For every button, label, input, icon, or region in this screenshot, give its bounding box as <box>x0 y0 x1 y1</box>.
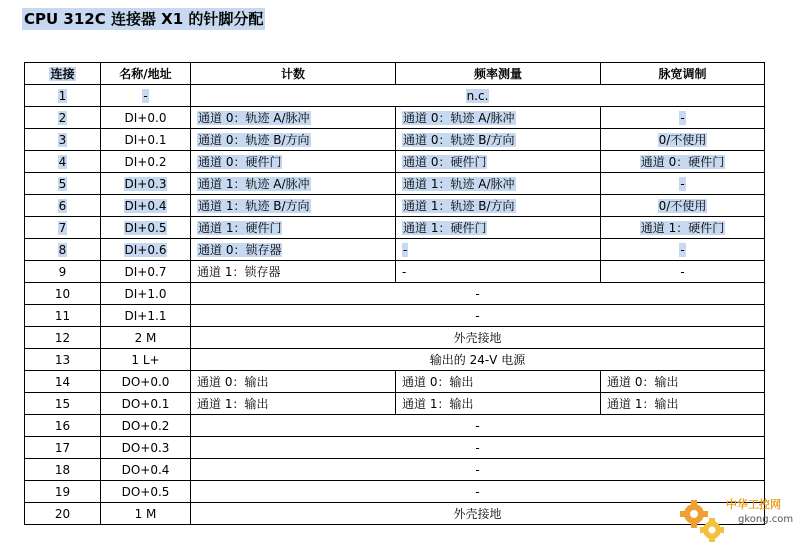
count-cell <box>191 217 396 239</box>
pin-value: 13 <box>54 352 71 367</box>
watermark-url: gkong.com <box>738 514 794 525</box>
freq-cell <box>396 195 601 217</box>
addr-cell <box>101 393 191 415</box>
merged-cell <box>191 283 765 305</box>
table-row <box>25 459 765 481</box>
addr-value: DO+0.2 <box>121 418 170 433</box>
pin-value: 3 <box>58 132 67 147</box>
pin-value: 5 <box>58 176 67 191</box>
pwm-cell <box>601 173 765 195</box>
header-cell <box>101 63 191 85</box>
freq-value: 通道 0：输出 <box>402 374 474 389</box>
addr-value: DO+0.1 <box>121 396 170 411</box>
addr-cell <box>101 195 191 217</box>
pwm-value: - <box>680 176 685 191</box>
pin-cell <box>25 217 101 239</box>
merged-value: 外壳接地 <box>453 506 502 521</box>
table-row <box>25 481 765 503</box>
addr-value: DI+1.0 <box>124 286 167 301</box>
pin-cell <box>25 437 101 459</box>
pin-value: 9 <box>58 264 67 279</box>
watermark-name: 中华工控网 <box>726 498 781 511</box>
table-row <box>25 129 765 151</box>
pwm-cell <box>601 239 765 261</box>
merged-cell <box>191 415 765 437</box>
pin-value: 8 <box>58 242 67 257</box>
freq-value: 通道 0：轨迹 B/方向 <box>403 132 515 147</box>
pin-value: 14 <box>54 374 71 389</box>
pwm-cell <box>601 195 765 217</box>
count-value: 通道 1：锁存器 <box>197 264 281 279</box>
table-row <box>25 151 765 173</box>
table-row <box>25 107 765 129</box>
addr-cell <box>101 239 191 261</box>
merged-cell <box>191 327 765 349</box>
pin-cell <box>25 327 101 349</box>
pin-cell <box>25 283 101 305</box>
pin-value: 15 <box>54 396 71 411</box>
header-label: 计数 <box>280 66 305 81</box>
merged-cell <box>191 459 765 481</box>
count-cell <box>191 173 396 195</box>
freq-cell <box>396 173 601 195</box>
pin-cell <box>25 195 101 217</box>
freq-value: 通道 1：硬件门 <box>403 220 487 235</box>
table-row <box>25 503 765 525</box>
pin-value: 12 <box>54 330 71 345</box>
addr-value: DI+0.1 <box>124 132 167 147</box>
count-value: 通道 1：轨迹 B/方向 <box>198 198 310 213</box>
pin-cell <box>25 107 101 129</box>
addr-value: DI+0.5 <box>124 220 167 235</box>
count-value: 通道 1：输出 <box>197 396 269 411</box>
header-label: 脉宽调制 <box>658 66 707 81</box>
gear-icon <box>676 494 728 546</box>
table-row <box>25 283 765 305</box>
freq-cell <box>396 217 601 239</box>
pin-value: 18 <box>54 462 71 477</box>
freq-value: 通道 0：硬件门 <box>403 154 487 169</box>
addr-value: DI+0.0 <box>124 110 167 125</box>
addr-value: 2 M <box>134 330 157 345</box>
addr-value: DI+0.4 <box>124 198 167 213</box>
header-cell <box>191 63 396 85</box>
count-value: 通道 0：锁存器 <box>198 242 282 257</box>
merged-cell <box>191 85 765 107</box>
count-cell <box>191 261 396 283</box>
pwm-cell <box>601 261 765 283</box>
count-value: 通道 0：输出 <box>197 374 269 389</box>
count-cell <box>191 151 396 173</box>
addr-value: DO+0.0 <box>121 374 170 389</box>
merged-cell <box>191 305 765 327</box>
freq-cell <box>396 371 601 393</box>
header-label: 频率测量 <box>473 66 522 81</box>
merged-cell <box>191 437 765 459</box>
pin-cell <box>25 129 101 151</box>
addr-value: 1 L+ <box>131 352 160 367</box>
addr-cell <box>101 151 191 173</box>
header-label: 连接 <box>50 66 75 81</box>
addr-cell <box>101 481 191 503</box>
table-row <box>25 261 765 283</box>
addr-cell <box>101 503 191 525</box>
addr-cell <box>101 85 191 107</box>
addr-cell <box>101 459 191 481</box>
addr-cell <box>101 305 191 327</box>
pin-cell <box>25 85 101 107</box>
count-value: 通道 0：硬件门 <box>198 154 282 169</box>
count-value: 通道 0：轨迹 A/脉冲 <box>198 110 310 125</box>
count-cell <box>191 393 396 415</box>
pin-value: 19 <box>54 484 71 499</box>
addr-cell <box>101 261 191 283</box>
merged-value: - <box>475 286 480 301</box>
merged-value: - <box>475 418 480 433</box>
merged-value: 输出的 24-V 电源 <box>429 352 526 367</box>
table-row <box>25 305 765 327</box>
addr-value: DI+0.3 <box>124 176 167 191</box>
pwm-cell <box>601 129 765 151</box>
table-row <box>25 217 765 239</box>
header-cell <box>601 63 765 85</box>
pwm-cell <box>601 151 765 173</box>
merged-value: - <box>475 484 480 499</box>
pwm-value: 通道 0：硬件门 <box>640 154 725 169</box>
pwm-value: 通道 1：硬件门 <box>640 220 725 235</box>
pwm-value: 0/不使用 <box>658 132 707 147</box>
addr-cell <box>101 173 191 195</box>
addr-value: DO+0.5 <box>121 484 170 499</box>
pin-cell <box>25 415 101 437</box>
addr-cell <box>101 437 191 459</box>
pin-cell <box>25 151 101 173</box>
pwm-value: 通道 1：输出 <box>607 396 679 411</box>
addr-cell <box>101 349 191 371</box>
watermark <box>676 494 808 546</box>
freq-cell <box>396 239 601 261</box>
pin-cell <box>25 173 101 195</box>
merged-value: n.c. <box>466 88 489 103</box>
merged-value: - <box>475 308 480 323</box>
table-row <box>25 85 765 107</box>
pin-cell <box>25 261 101 283</box>
pwm-value: 0/不使用 <box>658 198 707 213</box>
page-title <box>22 8 265 30</box>
pwm-value: - <box>680 264 685 279</box>
pin-value: 1 <box>58 88 67 103</box>
addr-value: DI+0.2 <box>124 154 167 169</box>
table-row <box>25 327 765 349</box>
pin-cell <box>25 459 101 481</box>
header-label: 名称/地址 <box>119 66 172 81</box>
pin-value: 10 <box>54 286 71 301</box>
addr-value: DO+0.4 <box>121 462 170 477</box>
pin-value: 16 <box>54 418 71 433</box>
addr-value: DI+0.6 <box>124 242 167 257</box>
count-cell <box>191 239 396 261</box>
addr-cell <box>101 107 191 129</box>
addr-cell <box>101 129 191 151</box>
count-value: 通道 1：硬件门 <box>198 220 282 235</box>
count-value: 通道 1：轨迹 A/脉冲 <box>198 176 310 191</box>
pin-value: 2 <box>58 110 67 125</box>
pin-value: 20 <box>54 506 71 521</box>
addr-value: DO+0.3 <box>121 440 170 455</box>
pin-value: 6 <box>58 198 67 213</box>
pin-cell <box>25 503 101 525</box>
merged-value: 外壳接地 <box>453 330 502 345</box>
count-cell <box>191 371 396 393</box>
freq-value: 通道 0：轨迹 A/脉冲 <box>403 110 515 125</box>
pin-cell <box>25 349 101 371</box>
table-row <box>25 195 765 217</box>
pin-cell <box>25 393 101 415</box>
merged-cell <box>191 349 765 371</box>
pin-cell <box>25 239 101 261</box>
addr-value: 1 M <box>134 506 157 521</box>
page-title-text: CPU 312C 连接器 X1 的针脚分配 <box>24 10 264 28</box>
count-cell <box>191 129 396 151</box>
count-cell <box>191 107 396 129</box>
freq-cell <box>396 393 601 415</box>
table-row <box>25 371 765 393</box>
table-row <box>25 349 765 371</box>
addr-cell <box>101 371 191 393</box>
freq-cell <box>396 261 601 283</box>
addr-cell <box>101 217 191 239</box>
merged-value: - <box>475 440 480 455</box>
freq-value: - <box>402 264 407 279</box>
table-row <box>25 239 765 261</box>
addr-cell <box>101 283 191 305</box>
merged-value: - <box>475 462 480 477</box>
pin-cell <box>25 481 101 503</box>
pwm-cell <box>601 393 765 415</box>
freq-value: 通道 1：输出 <box>402 396 474 411</box>
pin-value: 11 <box>54 308 71 323</box>
pwm-cell <box>601 217 765 239</box>
pwm-cell <box>601 371 765 393</box>
addr-value: DI+0.7 <box>124 264 167 279</box>
addr-cell <box>101 327 191 349</box>
table-body <box>25 85 765 525</box>
table-row <box>25 173 765 195</box>
pin-value: 17 <box>54 440 71 455</box>
addr-cell <box>101 415 191 437</box>
pin-cell <box>25 305 101 327</box>
freq-cell <box>396 129 601 151</box>
addr-value: DI+1.1 <box>124 308 167 323</box>
pwm-value: 通道 0：输出 <box>607 374 679 389</box>
freq-value: 通道 1：轨迹 A/脉冲 <box>403 176 515 191</box>
count-value: 通道 0：轨迹 B/方向 <box>198 132 310 147</box>
pwm-cell <box>601 107 765 129</box>
header-cell <box>25 63 101 85</box>
pin-cell <box>25 371 101 393</box>
pin-assignment-table <box>24 62 765 525</box>
table-row <box>25 393 765 415</box>
pin-value: 4 <box>58 154 67 169</box>
table-row <box>25 437 765 459</box>
freq-value: 通道 1：轨迹 B/方向 <box>403 198 515 213</box>
freq-cell <box>396 107 601 129</box>
count-cell <box>191 195 396 217</box>
header-cell <box>396 63 601 85</box>
table-header-row <box>25 63 765 85</box>
pwm-value: - <box>680 110 685 125</box>
freq-cell <box>396 151 601 173</box>
table-row <box>25 415 765 437</box>
pin-value: 7 <box>58 220 67 235</box>
freq-value: - <box>403 242 408 257</box>
pwm-value: - <box>680 242 685 257</box>
addr-value: - <box>143 88 148 103</box>
